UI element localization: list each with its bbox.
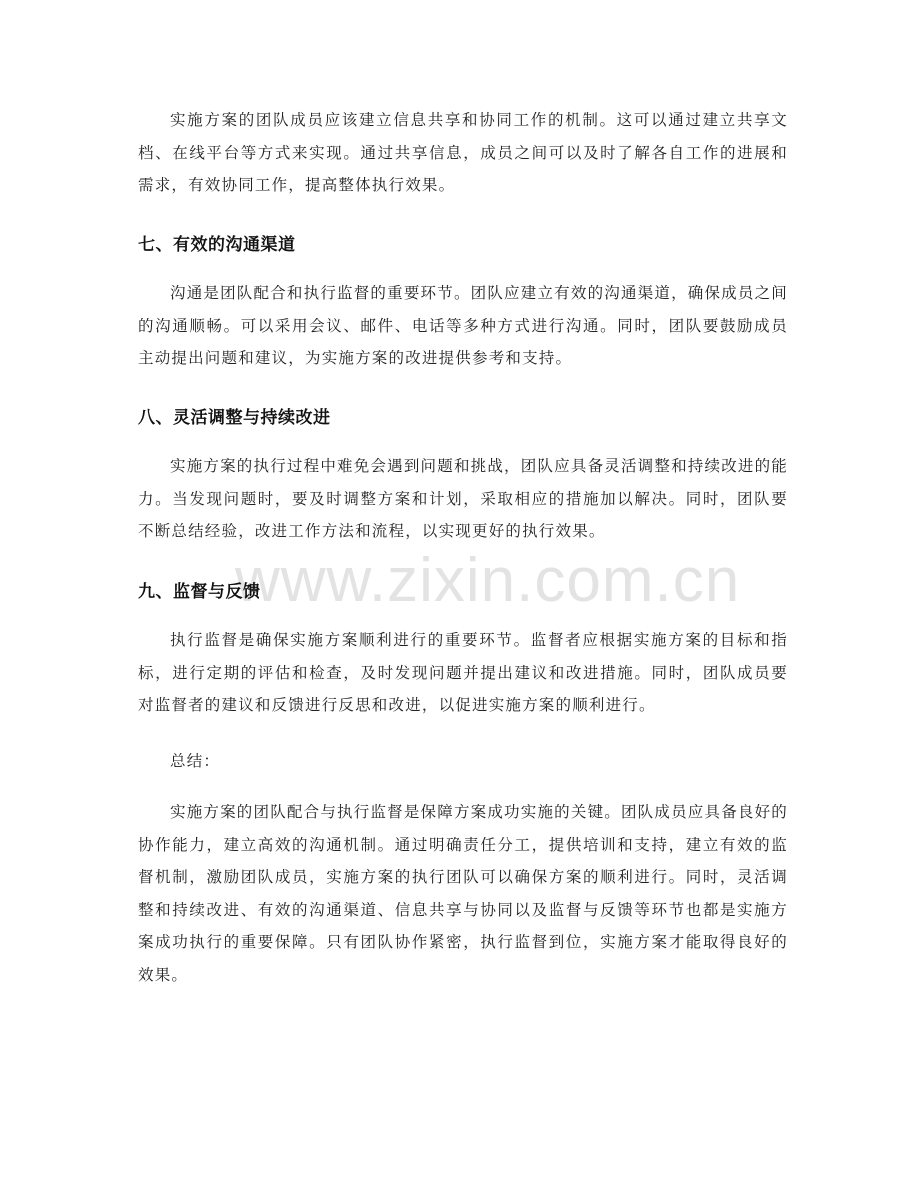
paragraph-communication xyxy=(138,277,788,375)
paragraph-text: 实施方案的团队配合与执行监督是保障方案成功实施的关键。团队成员应具备良好的协作能力，建立高效的沟通机制。通过明确责任分工，提供培训和支持，建立有效的监督机制，激励团队成员，实施方案的执行团队可以确保方案的顺利进行。同时，灵活调整和持续改进、有效的沟通渠道、信息共享与协同以及监督与反馈等环节也都是实施方案成功执行的重要保障。只有团队协作紧密，执行监督到位，实施方案才能取得良好的效果。 xyxy=(138,803,788,984)
section-heading-7: 七、有效的沟通渠道 xyxy=(138,235,296,255)
summary-label-text: 总结： xyxy=(170,752,221,770)
paragraph-text: 执行监督是确保实施方案顺利进行的重要环节。监督者应根据实施方案的目标和指标，进行定期的评估和检查，及时发现问题并提出建议和改进措施。同时，团队成员要对监督者的建议和反馈进行反思和改进，以促进实施方案的顺利进行。 xyxy=(138,631,788,714)
paragraph-text: 实施方案的团队成员应该建立信息共享和协同工作的机制。这可以通过建立共享文档、在线平台等方式来实现。通过共享信息，成员之间可以及时了解各自工作的进展和需求，有效协同工作，提高整体执行效果。 xyxy=(138,111,788,194)
paragraph-supervision xyxy=(138,624,788,722)
paragraph-text: 沟通是团队配合和执行监督的重要环节。团队应建立有效的沟通渠道，确保成员之间的沟通顺畅。可以采用会议、邮件、电话等多种方式进行沟通。同时，团队要鼓励成员主动提出问题和建议，为实施方案的改进提供参考和支持。 xyxy=(138,284,788,367)
section-heading-8: 八、灵活调整与持续改进 xyxy=(138,408,331,428)
paragraph-text: 实施方案的执行过程中难免会遇到问题和挑战，团队应具备灵活调整和持续改进的能力。当发现问题时，要及时调整方案和计划，采取相应的措施加以解决。同时，团队要不断总结经验，改进工作方法和流程，以实现更好的执行效果。 xyxy=(138,457,788,540)
section-heading-9: 九、监督与反馈 xyxy=(138,582,261,602)
watermark: www.zixin.com.cn xyxy=(235,546,741,615)
paragraph-info-sharing xyxy=(138,104,788,202)
paragraph-summary xyxy=(138,796,788,991)
summary-label xyxy=(138,745,788,778)
paragraph-adjustment xyxy=(138,450,788,548)
